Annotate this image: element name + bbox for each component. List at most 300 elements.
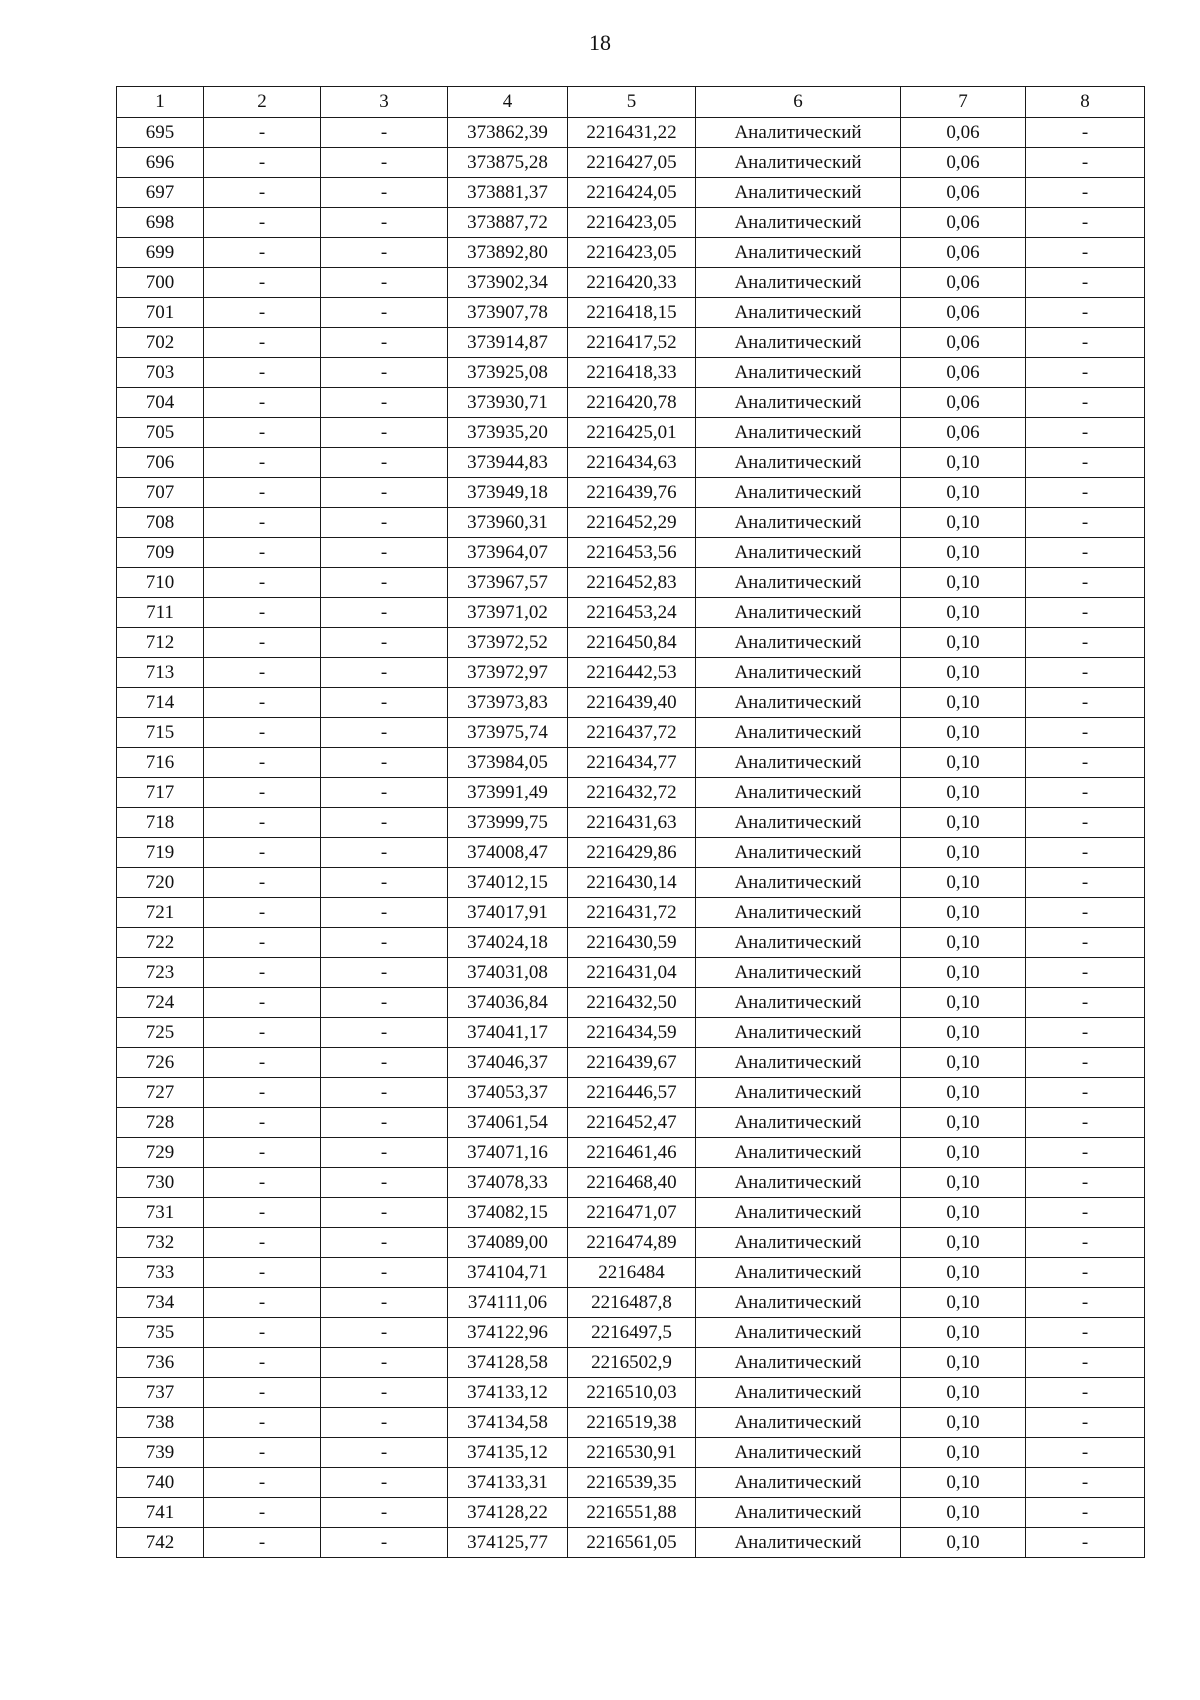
cell-accuracy: 0,10 bbox=[901, 1348, 1026, 1378]
cell-method: Аналитический bbox=[696, 688, 901, 718]
cell-col-8: - bbox=[1026, 778, 1145, 808]
cell-col-8: - bbox=[1026, 568, 1145, 598]
cell-method: Аналитический bbox=[696, 1228, 901, 1258]
table-row bbox=[117, 418, 1145, 448]
cell-col-8: - bbox=[1026, 1018, 1145, 1048]
cell-point-number: 695 bbox=[117, 118, 204, 148]
cell-col-2: - bbox=[204, 148, 321, 178]
cell-coord-y: 2216446,57 bbox=[568, 1078, 696, 1108]
cell-point-number: 711 bbox=[117, 598, 204, 628]
cell-col-3: - bbox=[321, 688, 448, 718]
cell-col-8: - bbox=[1026, 748, 1145, 778]
cell-col-2: - bbox=[204, 1228, 321, 1258]
table-row bbox=[117, 508, 1145, 538]
cell-col-2: - bbox=[204, 838, 321, 868]
cell-method: Аналитический bbox=[696, 1138, 901, 1168]
cell-accuracy: 0,10 bbox=[901, 1168, 1026, 1198]
cell-col-2: - bbox=[204, 958, 321, 988]
cell-coord-x: 373960,31 bbox=[448, 508, 568, 538]
cell-point-number: 709 bbox=[117, 538, 204, 568]
cell-coord-y: 2216519,38 bbox=[568, 1408, 696, 1438]
cell-col-3: - bbox=[321, 1258, 448, 1288]
cell-coord-x: 374024,18 bbox=[448, 928, 568, 958]
cell-col-2: - bbox=[204, 988, 321, 1018]
cell-coord-y: 2216442,53 bbox=[568, 658, 696, 688]
cell-col-8: - bbox=[1026, 628, 1145, 658]
cell-point-number: 698 bbox=[117, 208, 204, 238]
cell-point-number: 726 bbox=[117, 1048, 204, 1078]
cell-point-number: 735 bbox=[117, 1318, 204, 1348]
cell-coord-x: 373862,39 bbox=[448, 118, 568, 148]
cell-coord-x: 373902,34 bbox=[448, 268, 568, 298]
cell-point-number: 714 bbox=[117, 688, 204, 718]
cell-col-2: - bbox=[204, 688, 321, 718]
table-row bbox=[117, 1138, 1145, 1168]
cell-col-3: - bbox=[321, 238, 448, 268]
cell-col-2: - bbox=[204, 358, 321, 388]
cell-coord-x: 373935,20 bbox=[448, 418, 568, 448]
table-row bbox=[117, 118, 1145, 148]
cell-accuracy: 0,06 bbox=[901, 358, 1026, 388]
cell-col-2: - bbox=[204, 448, 321, 478]
cell-accuracy: 0,10 bbox=[901, 988, 1026, 1018]
cell-method: Аналитический bbox=[696, 118, 901, 148]
cell-col-2: - bbox=[204, 388, 321, 418]
cell-method: Аналитический bbox=[696, 778, 901, 808]
cell-coord-y: 2216450,84 bbox=[568, 628, 696, 658]
cell-coord-y: 2216434,63 bbox=[568, 448, 696, 478]
table-row bbox=[117, 538, 1145, 568]
cell-col-3: - bbox=[321, 298, 448, 328]
cell-point-number: 718 bbox=[117, 808, 204, 838]
cell-accuracy: 0,10 bbox=[901, 538, 1026, 568]
cell-point-number: 706 bbox=[117, 448, 204, 478]
cell-coord-x: 374104,71 bbox=[448, 1258, 568, 1288]
cell-coord-y: 2216432,50 bbox=[568, 988, 696, 1018]
cell-method: Аналитический bbox=[696, 628, 901, 658]
cell-method: Аналитический bbox=[696, 1438, 901, 1468]
cell-accuracy: 0,10 bbox=[901, 838, 1026, 868]
cell-method: Аналитический bbox=[696, 658, 901, 688]
cell-col-2: - bbox=[204, 118, 321, 148]
cell-coord-y: 2216431,63 bbox=[568, 808, 696, 838]
cell-coord-y: 2216539,35 bbox=[568, 1468, 696, 1498]
table-row bbox=[117, 298, 1145, 328]
cell-col-3: - bbox=[321, 778, 448, 808]
cell-accuracy: 0,10 bbox=[901, 1018, 1026, 1048]
cell-coord-x: 373887,72 bbox=[448, 208, 568, 238]
cell-coord-y: 2216439,67 bbox=[568, 1048, 696, 1078]
cell-coord-y: 2216551,88 bbox=[568, 1498, 696, 1528]
cell-col-3: - bbox=[321, 928, 448, 958]
table-row bbox=[117, 358, 1145, 388]
cell-col-2: - bbox=[204, 1528, 321, 1558]
cell-accuracy: 0,10 bbox=[901, 1408, 1026, 1438]
cell-col-8: - bbox=[1026, 328, 1145, 358]
cell-accuracy: 0,06 bbox=[901, 388, 1026, 418]
cell-col-2: - bbox=[204, 178, 321, 208]
cell-col-2: - bbox=[204, 598, 321, 628]
cell-point-number: 696 bbox=[117, 148, 204, 178]
cell-method: Аналитический bbox=[696, 1378, 901, 1408]
cell-point-number: 708 bbox=[117, 508, 204, 538]
cell-method: Аналитический bbox=[696, 208, 901, 238]
cell-col-2: - bbox=[204, 628, 321, 658]
cell-accuracy: 0,06 bbox=[901, 268, 1026, 298]
cell-coord-x: 373967,57 bbox=[448, 568, 568, 598]
cell-point-number: 733 bbox=[117, 1258, 204, 1288]
table-row bbox=[117, 1438, 1145, 1468]
cell-method: Аналитический bbox=[696, 1078, 901, 1108]
cell-coord-y: 2216429,86 bbox=[568, 838, 696, 868]
cell-coord-y: 2216430,59 bbox=[568, 928, 696, 958]
cell-col-2: - bbox=[204, 718, 321, 748]
table-row bbox=[117, 958, 1145, 988]
cell-col-3: - bbox=[321, 1108, 448, 1138]
cell-coord-y: 2216434,59 bbox=[568, 1018, 696, 1048]
cell-accuracy: 0,06 bbox=[901, 328, 1026, 358]
cell-point-number: 721 bbox=[117, 898, 204, 928]
cell-col-3: - bbox=[321, 1288, 448, 1318]
cell-col-3: - bbox=[321, 418, 448, 448]
cell-accuracy: 0,10 bbox=[901, 1378, 1026, 1408]
cell-accuracy: 0,06 bbox=[901, 148, 1026, 178]
cell-coord-x: 373944,83 bbox=[448, 448, 568, 478]
cell-method: Аналитический bbox=[696, 238, 901, 268]
cell-col-3: - bbox=[321, 328, 448, 358]
cell-col-8: - bbox=[1026, 1078, 1145, 1108]
cell-point-number: 734 bbox=[117, 1288, 204, 1318]
cell-coord-x: 374128,22 bbox=[448, 1498, 568, 1528]
cell-col-3: - bbox=[321, 388, 448, 418]
cell-coord-y: 2216497,5 bbox=[568, 1318, 696, 1348]
cell-coord-x: 374008,47 bbox=[448, 838, 568, 868]
cell-coord-x: 374111,06 bbox=[448, 1288, 568, 1318]
cell-method: Аналитический bbox=[696, 958, 901, 988]
cell-method: Аналитический bbox=[696, 988, 901, 1018]
cell-method: Аналитический bbox=[696, 868, 901, 898]
table-body bbox=[117, 118, 1145, 1558]
cell-coord-x: 373892,80 bbox=[448, 238, 568, 268]
cell-point-number: 719 bbox=[117, 838, 204, 868]
cell-accuracy: 0,10 bbox=[901, 1318, 1026, 1348]
cell-point-number: 736 bbox=[117, 1348, 204, 1378]
cell-method: Аналитический bbox=[696, 268, 901, 298]
cell-col-2: - bbox=[204, 1168, 321, 1198]
cell-col-3: - bbox=[321, 1048, 448, 1078]
cell-point-number: 732 bbox=[117, 1228, 204, 1258]
cell-coord-x: 373914,87 bbox=[448, 328, 568, 358]
cell-method: Аналитический bbox=[696, 1168, 901, 1198]
table-row bbox=[117, 448, 1145, 478]
cell-method: Аналитический bbox=[696, 358, 901, 388]
cell-col-2: - bbox=[204, 1378, 321, 1408]
table-row bbox=[117, 148, 1145, 178]
cell-col-8: - bbox=[1026, 1348, 1145, 1378]
table-row bbox=[117, 568, 1145, 598]
cell-accuracy: 0,10 bbox=[901, 868, 1026, 898]
cell-col-3: - bbox=[321, 148, 448, 178]
table-row bbox=[117, 808, 1145, 838]
cell-accuracy: 0,10 bbox=[901, 1288, 1026, 1318]
cell-col-8: - bbox=[1026, 688, 1145, 718]
cell-coord-x: 373971,02 bbox=[448, 598, 568, 628]
cell-coord-x: 374122,96 bbox=[448, 1318, 568, 1348]
cell-col-8: - bbox=[1026, 718, 1145, 748]
cell-method: Аналитический bbox=[696, 1528, 901, 1558]
cell-col-2: - bbox=[204, 1348, 321, 1378]
cell-method: Аналитический bbox=[696, 568, 901, 598]
cell-accuracy: 0,06 bbox=[901, 178, 1026, 208]
cell-method: Аналитический bbox=[696, 808, 901, 838]
cell-col-8: - bbox=[1026, 988, 1145, 1018]
cell-col-3: - bbox=[321, 1198, 448, 1228]
cell-method: Аналитический bbox=[696, 718, 901, 748]
table-row bbox=[117, 838, 1145, 868]
cell-col-3: - bbox=[321, 1018, 448, 1048]
cell-col-3: - bbox=[321, 1348, 448, 1378]
cell-coord-x: 373972,97 bbox=[448, 658, 568, 688]
table-row bbox=[117, 478, 1145, 508]
cell-col-8: - bbox=[1026, 1438, 1145, 1468]
cell-col-8: - bbox=[1026, 808, 1145, 838]
cell-accuracy: 0,06 bbox=[901, 418, 1026, 448]
cell-method: Аналитический bbox=[696, 1318, 901, 1348]
cell-coord-x: 374134,58 bbox=[448, 1408, 568, 1438]
cell-col-3: - bbox=[321, 718, 448, 748]
table-row bbox=[117, 778, 1145, 808]
cell-col-2: - bbox=[204, 208, 321, 238]
cell-method: Аналитический bbox=[696, 1468, 901, 1498]
cell-method: Аналитический bbox=[696, 748, 901, 778]
cell-coord-x: 374133,31 bbox=[448, 1468, 568, 1498]
table-row bbox=[117, 268, 1145, 298]
cell-col-3: - bbox=[321, 1228, 448, 1258]
table-row bbox=[117, 1078, 1145, 1108]
cell-coord-y: 2216427,05 bbox=[568, 148, 696, 178]
cell-col-2: - bbox=[204, 478, 321, 508]
cell-accuracy: 0,10 bbox=[901, 568, 1026, 598]
cell-col-2: - bbox=[204, 1048, 321, 1078]
cell-col-3: - bbox=[321, 1528, 448, 1558]
table-row bbox=[117, 1468, 1145, 1498]
cell-accuracy: 0,06 bbox=[901, 238, 1026, 268]
cell-col-8: - bbox=[1026, 298, 1145, 328]
cell-col-2: - bbox=[204, 538, 321, 568]
cell-coord-x: 374017,91 bbox=[448, 898, 568, 928]
cell-col-8: - bbox=[1026, 1318, 1145, 1348]
cell-coord-x: 373930,71 bbox=[448, 388, 568, 418]
cell-col-3: - bbox=[321, 208, 448, 238]
cell-accuracy: 0,10 bbox=[901, 808, 1026, 838]
table-header-row bbox=[117, 87, 1145, 118]
cell-col-8: - bbox=[1026, 418, 1145, 448]
cell-col-3: - bbox=[321, 868, 448, 898]
cell-col-3: - bbox=[321, 748, 448, 778]
cell-coord-y: 2216430,14 bbox=[568, 868, 696, 898]
cell-accuracy: 0,10 bbox=[901, 1438, 1026, 1468]
cell-col-3: - bbox=[321, 358, 448, 388]
cell-col-3: - bbox=[321, 178, 448, 208]
table-row bbox=[117, 1258, 1145, 1288]
cell-col-8: - bbox=[1026, 478, 1145, 508]
cell-col-2: - bbox=[204, 898, 321, 928]
cell-col-3: - bbox=[321, 988, 448, 1018]
table-row bbox=[117, 988, 1145, 1018]
column-header-7: 7 bbox=[901, 87, 1026, 118]
table-row bbox=[117, 1378, 1145, 1408]
cell-col-2: - bbox=[204, 748, 321, 778]
cell-col-8: - bbox=[1026, 1468, 1145, 1498]
cell-col-2: - bbox=[204, 568, 321, 598]
cell-col-3: - bbox=[321, 1498, 448, 1528]
table-row bbox=[117, 388, 1145, 418]
cell-point-number: 700 bbox=[117, 268, 204, 298]
cell-point-number: 702 bbox=[117, 328, 204, 358]
cell-accuracy: 0,10 bbox=[901, 1468, 1026, 1498]
table-row bbox=[117, 1198, 1145, 1228]
cell-accuracy: 0,10 bbox=[901, 958, 1026, 988]
cell-method: Аналитический bbox=[696, 1348, 901, 1378]
table-row bbox=[117, 1228, 1145, 1258]
cell-col-3: - bbox=[321, 898, 448, 928]
cell-col-2: - bbox=[204, 1138, 321, 1168]
cell-accuracy: 0,10 bbox=[901, 1498, 1026, 1528]
cell-coord-y: 2216468,40 bbox=[568, 1168, 696, 1198]
table-row bbox=[117, 658, 1145, 688]
cell-col-3: - bbox=[321, 658, 448, 688]
table-row bbox=[117, 1498, 1145, 1528]
cell-method: Аналитический bbox=[696, 928, 901, 958]
cell-coord-x: 374133,12 bbox=[448, 1378, 568, 1408]
cell-col-8: - bbox=[1026, 448, 1145, 478]
cell-point-number: 737 bbox=[117, 1378, 204, 1408]
cell-coord-y: 2216484 bbox=[568, 1258, 696, 1288]
cell-method: Аналитический bbox=[696, 298, 901, 328]
cell-col-8: - bbox=[1026, 1498, 1145, 1528]
cell-point-number: 722 bbox=[117, 928, 204, 958]
cell-col-2: - bbox=[204, 1288, 321, 1318]
cell-coord-y: 2216431,72 bbox=[568, 898, 696, 928]
cell-point-number: 739 bbox=[117, 1438, 204, 1468]
cell-point-number: 740 bbox=[117, 1468, 204, 1498]
cell-col-8: - bbox=[1026, 1288, 1145, 1318]
cell-method: Аналитический bbox=[696, 1048, 901, 1078]
cell-col-8: - bbox=[1026, 1258, 1145, 1288]
cell-col-8: - bbox=[1026, 838, 1145, 868]
coordinates-table bbox=[116, 86, 1145, 1558]
cell-col-8: - bbox=[1026, 1198, 1145, 1228]
cell-method: Аналитический bbox=[696, 1498, 901, 1528]
cell-coord-y: 2216425,01 bbox=[568, 418, 696, 448]
cell-coord-x: 373907,78 bbox=[448, 298, 568, 328]
table-row bbox=[117, 1348, 1145, 1378]
cell-col-3: - bbox=[321, 508, 448, 538]
cell-col-3: - bbox=[321, 118, 448, 148]
cell-col-2: - bbox=[204, 1108, 321, 1138]
cell-point-number: 699 bbox=[117, 238, 204, 268]
cell-accuracy: 0,10 bbox=[901, 1108, 1026, 1138]
table-row bbox=[117, 1168, 1145, 1198]
cell-col-8: - bbox=[1026, 1048, 1145, 1078]
cell-coord-y: 2216417,52 bbox=[568, 328, 696, 358]
cell-accuracy: 0,10 bbox=[901, 688, 1026, 718]
table-row bbox=[117, 688, 1145, 718]
cell-col-8: - bbox=[1026, 1408, 1145, 1438]
cell-col-2: - bbox=[204, 1198, 321, 1228]
cell-col-3: - bbox=[321, 598, 448, 628]
cell-col-2: - bbox=[204, 1318, 321, 1348]
cell-coord-x: 373991,49 bbox=[448, 778, 568, 808]
cell-coord-y: 2216439,76 bbox=[568, 478, 696, 508]
cell-col-3: - bbox=[321, 808, 448, 838]
cell-coord-y: 2216452,47 bbox=[568, 1108, 696, 1138]
table-row bbox=[117, 598, 1145, 628]
cell-accuracy: 0,10 bbox=[901, 898, 1026, 928]
cell-accuracy: 0,06 bbox=[901, 208, 1026, 238]
cell-coord-x: 373972,52 bbox=[448, 628, 568, 658]
page-number: 18 bbox=[589, 30, 611, 55]
cell-col-3: - bbox=[321, 958, 448, 988]
cell-coord-x: 373881,37 bbox=[448, 178, 568, 208]
cell-accuracy: 0,10 bbox=[901, 718, 1026, 748]
cell-method: Аналитический bbox=[696, 388, 901, 418]
cell-coord-y: 2216418,15 bbox=[568, 298, 696, 328]
cell-coord-y: 2216437,72 bbox=[568, 718, 696, 748]
cell-point-number: 716 bbox=[117, 748, 204, 778]
table-row bbox=[117, 328, 1145, 358]
cell-col-2: - bbox=[204, 328, 321, 358]
table-row bbox=[117, 1528, 1145, 1558]
cell-point-number: 710 bbox=[117, 568, 204, 598]
cell-coord-y: 2216420,78 bbox=[568, 388, 696, 418]
cell-col-8: - bbox=[1026, 148, 1145, 178]
cell-method: Аналитический bbox=[696, 508, 901, 538]
cell-col-3: - bbox=[321, 628, 448, 658]
cell-coord-y: 2216424,05 bbox=[568, 178, 696, 208]
cell-coord-y: 2216431,22 bbox=[568, 118, 696, 148]
cell-coord-x: 374036,84 bbox=[448, 988, 568, 1018]
cell-col-3: - bbox=[321, 448, 448, 478]
cell-coord-x: 374135,12 bbox=[448, 1438, 568, 1468]
cell-col-3: - bbox=[321, 268, 448, 298]
column-header-8: 8 bbox=[1026, 87, 1145, 118]
cell-col-2: - bbox=[204, 418, 321, 448]
cell-col-2: - bbox=[204, 658, 321, 688]
cell-coord-y: 2216471,07 bbox=[568, 1198, 696, 1228]
cell-coord-x: 374082,15 bbox=[448, 1198, 568, 1228]
cell-coord-x: 373973,83 bbox=[448, 688, 568, 718]
cell-method: Аналитический bbox=[696, 328, 901, 358]
cell-coord-y: 2216502,9 bbox=[568, 1348, 696, 1378]
cell-method: Аналитический bbox=[696, 898, 901, 928]
table-row bbox=[117, 178, 1145, 208]
column-header-1: 1 bbox=[117, 87, 204, 118]
table-row bbox=[117, 1288, 1145, 1318]
cell-col-8: - bbox=[1026, 358, 1145, 388]
cell-coord-y: 2216432,72 bbox=[568, 778, 696, 808]
cell-point-number: 713 bbox=[117, 658, 204, 688]
cell-col-8: - bbox=[1026, 598, 1145, 628]
cell-method: Аналитический bbox=[696, 448, 901, 478]
cell-point-number: 725 bbox=[117, 1018, 204, 1048]
cell-col-8: - bbox=[1026, 388, 1145, 418]
cell-point-number: 724 bbox=[117, 988, 204, 1018]
cell-coord-x: 374125,77 bbox=[448, 1528, 568, 1558]
cell-point-number: 704 bbox=[117, 388, 204, 418]
cell-point-number: 727 bbox=[117, 1078, 204, 1108]
cell-col-3: - bbox=[321, 1168, 448, 1198]
